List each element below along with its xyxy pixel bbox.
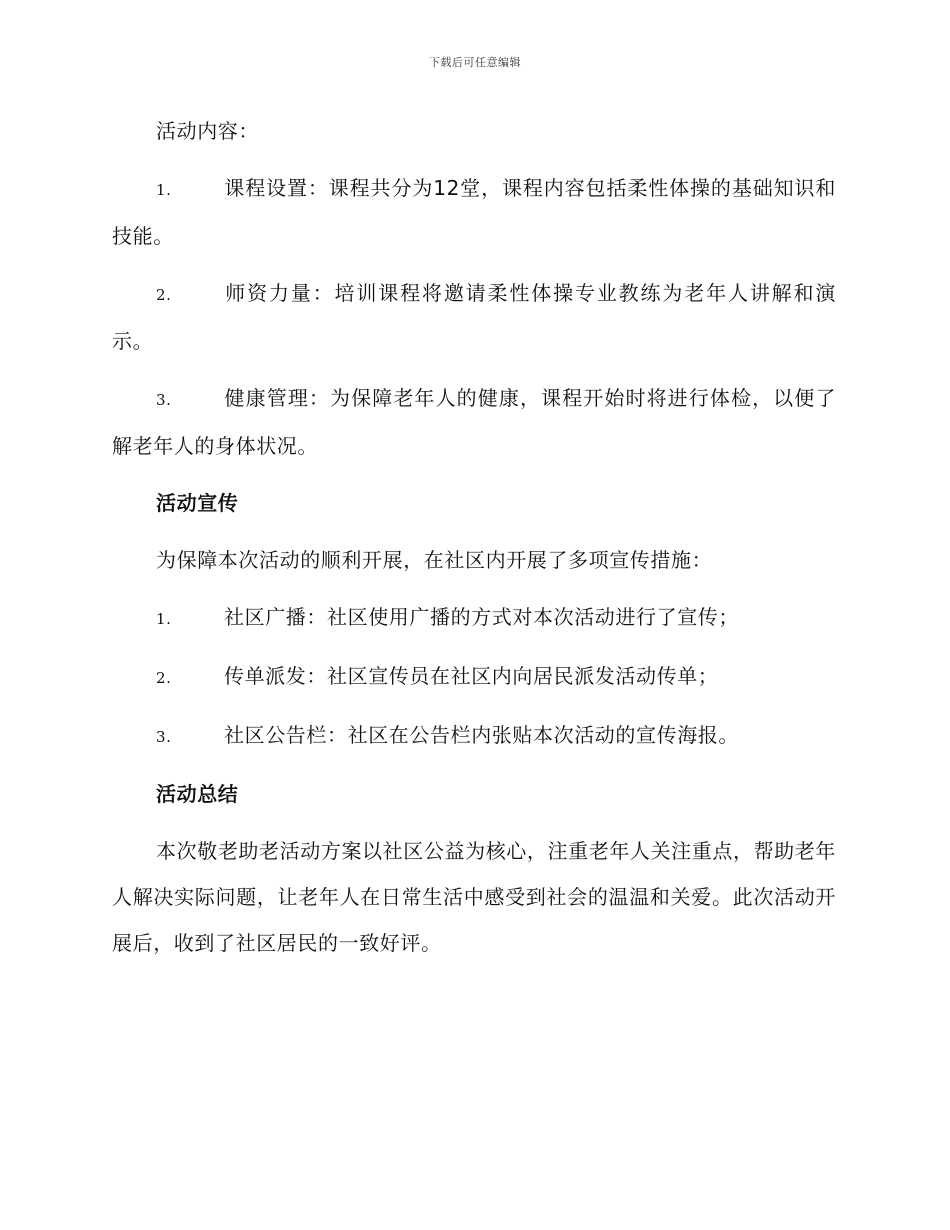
content-list-item [112,375,836,469]
list-number: 1. [156,181,172,199]
list-text: 师资力量：培训课程将邀请柔性体操专业教练为老年人讲解和演示。 [112,281,836,353]
summary-paragraph: 本次敬老助老活动方案以社区公益为核心，注重老年人关注重点，帮助老年人解决实际问题，让老年人在日常生活中感受到社会的温温和关爱。此次活动开展后，收到了社区居民的一致好评。 [112,839,836,955]
promo-intro: 为保障本次活动的顺利开展，在社区内开展了多项宣传措施： [156,548,713,572]
promo-list-item [112,594,836,642]
list-number: 2. [156,669,172,687]
content-list-item [112,165,836,259]
page-header: 下载后可任意编辑 [429,56,521,69]
content-section-title: 活动内容： [156,119,259,143]
list-text: 健康管理：为保障老年人的健康，课程开始时将进行体检，以便了解老年人的身体状况。 [112,386,836,458]
document-body [112,108,836,977]
list-number: 3. [156,391,172,409]
list-text: 社区公告栏：社区在公告栏内张贴本次活动的宣传海报。 [224,723,739,747]
summary-section-heading: 活动总结 [156,782,239,806]
list-number: 2. [156,286,172,304]
promo-list-item [112,653,836,701]
list-text: 传单派发：社区宣传员在社区内向居民派发活动传单； [224,664,719,688]
promo-section-heading: 活动宣传 [156,491,239,515]
list-number: 1. [156,610,172,628]
content-list-item [112,270,836,364]
list-text: 社区广播：社区使用广播的方式对本次活动进行了宣传； [224,605,739,629]
list-number: 3. [156,728,172,746]
promo-list-item [112,712,836,760]
list-text: 课程设置：课程共分为12堂，课程内容包括柔性体操的基础知识和技能。 [112,176,836,248]
